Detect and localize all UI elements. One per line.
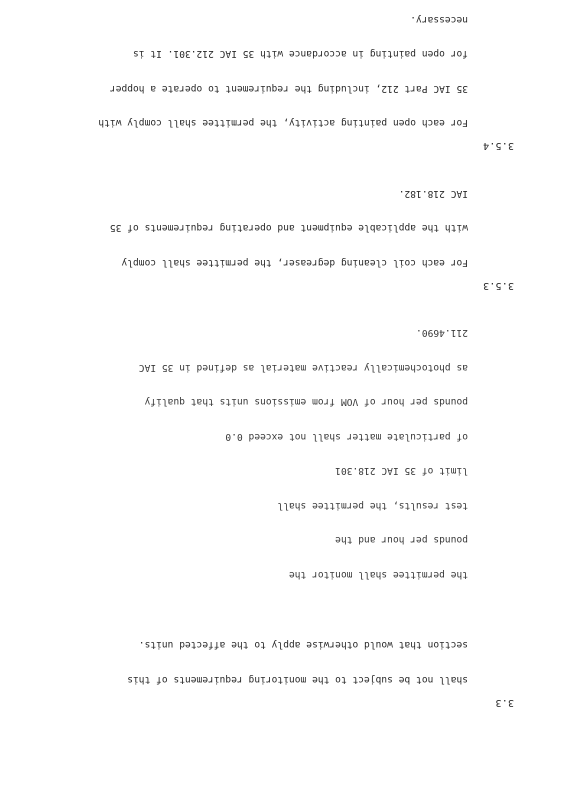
text-line: of particulate matter shall not exceed 0.0 [225,431,468,442]
text-line: the permittee shall monitor the [288,569,468,580]
text-line: pounds per hour and the [335,534,468,546]
section-item [44,165,514,292]
text-line: as photochemically reactive material as defined in 35 IAC [138,362,468,373]
text-line: For each coil cleaning degreaser, the permittee shall comply [121,257,468,268]
text-line: for open painting in accordance with 35 IAC 212.301. It is [132,48,468,60]
section-text [44,0,468,152]
text-line: pounds per hour of VOM from emissions units that qualify [144,396,468,408]
section-item [44,0,514,152]
section-number: 3.3 [495,697,514,708]
section-text [44,165,468,292]
section-number: 3.5.3 [482,280,514,291]
text-line: 211.4690. [416,327,468,339]
text-line: necessary. [410,14,468,25]
section-text [44,304,468,603]
text-line: with the applicable equipment and operating requirements of 35 [109,222,468,234]
text-line: section that would otherwise apply to the affected units. [138,639,468,651]
text-line: limit of 35 IAC 218.301 [335,465,468,477]
section-item [44,616,514,708]
text-line: For each open painting activity, the permittee shall comply with [98,117,468,129]
text-line: 35 IAC Part 212, including the requirement to operate a hopper [109,83,468,94]
text-line: test results, the permittee shall [277,500,468,511]
document-body [44,0,514,708]
section-item [44,304,514,603]
text-line: shall not be subject to the monitoring requirements of this [127,674,468,685]
section-text [44,616,468,708]
text-line: IAC 218.182. [398,188,468,199]
section-number: 3.5.4 [482,140,514,152]
